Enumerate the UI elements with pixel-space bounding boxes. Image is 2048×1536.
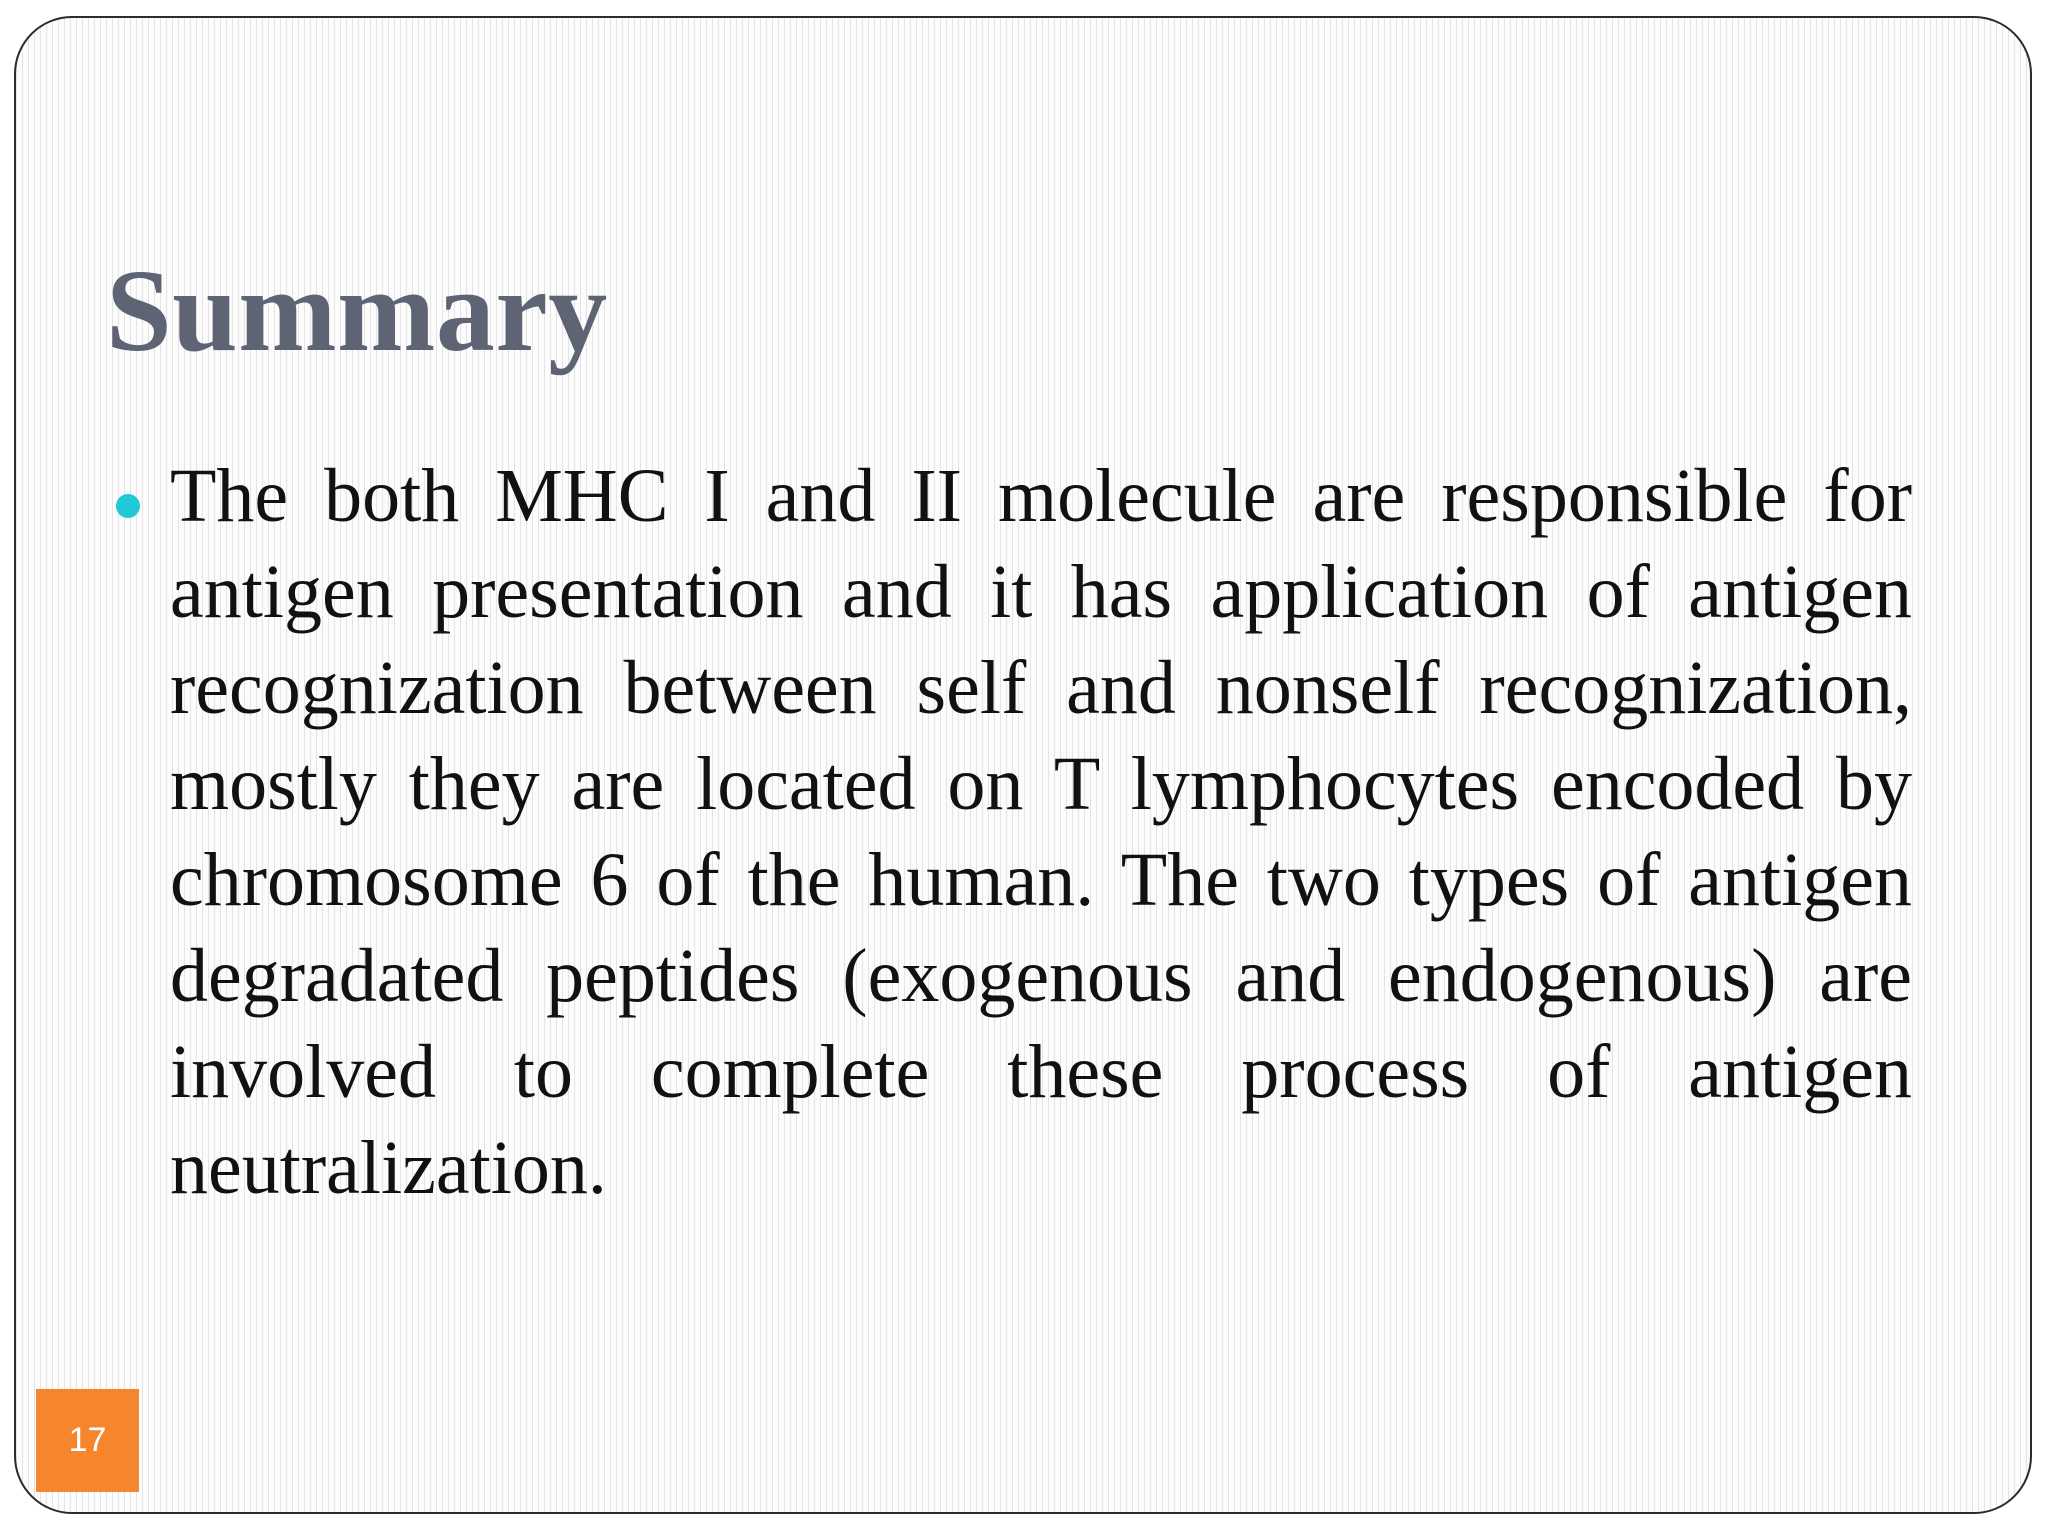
bullet-dot-icon <box>116 494 140 518</box>
slide-title: Summary <box>106 245 608 376</box>
slide <box>14 16 2032 1514</box>
page-number-badge: 17 <box>36 1389 139 1492</box>
bullet-text: The both MHC I and II molecule are responsible for antigen presentation and it has application of antigen recognization between self and nonself recognization, mostly they are located on T lymphocytes encoded by chromosome 6 of the human. The two types of antigen degradated peptides (exogenous and endogenous) are involved to complete these process of antigen neutralization. <box>170 454 1912 1210</box>
